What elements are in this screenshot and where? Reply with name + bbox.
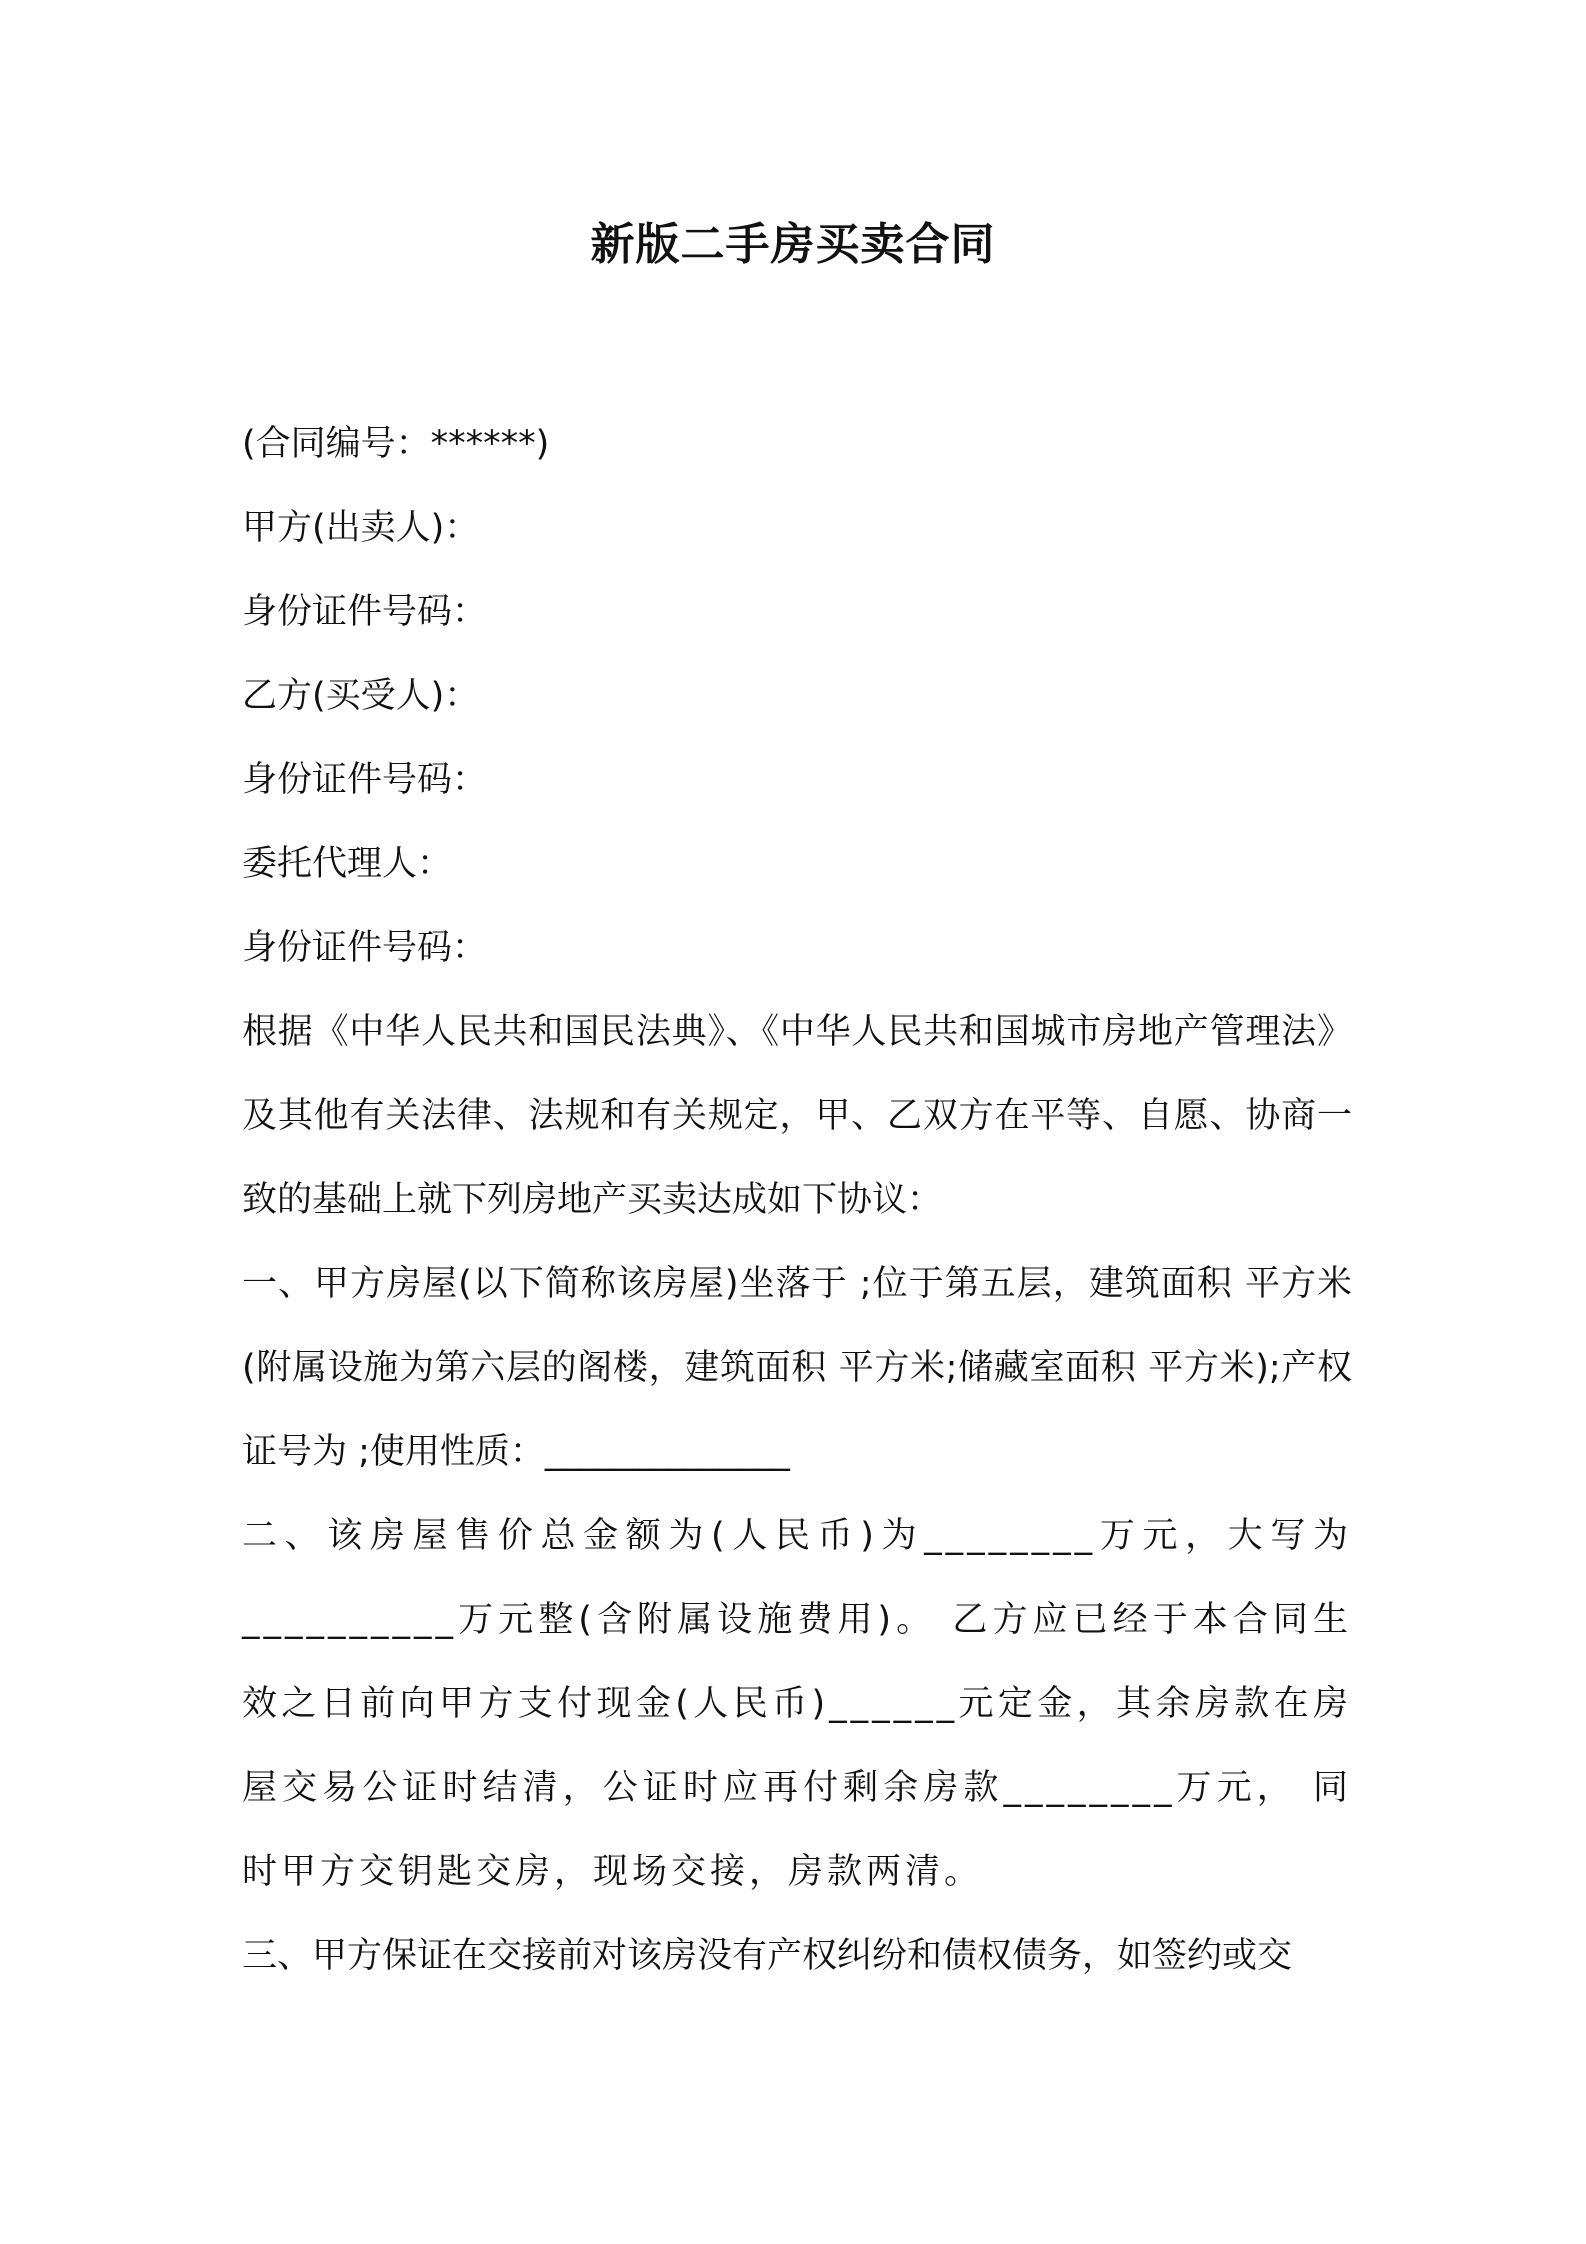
clause-1-paragraph: 一、甲方房屋(以下简称该房屋)坐落于 ;位于第五层，建筑面积 平方米(附属设施为第六层的阁楼，建筑面积 平方米;储藏室面积 平方米);产权证号为 ;使用性质：______________	[242, 1264, 1352, 1472]
agent-label: 委托代理人：	[242, 844, 453, 884]
preamble-paragraph: 根据《中华人民共和国民法典》、《中华人民共和国城市房地产管理法》及其他有关法律、法规和有关规定，甲、乙双方在平等、自愿、协商一致的基础上就下列房地产买卖达成如下协议：	[242, 1012, 1352, 1220]
document-title: 新版二手房买卖合同	[590, 219, 996, 270]
document-body	[242, 402, 1352, 1998]
party-b-id-label: 身份证件号码：	[242, 760, 488, 800]
agent-id-label: 身份证件号码：	[242, 928, 488, 968]
party-a-label: 甲方(出卖人)：	[242, 508, 480, 548]
party-a-id-label: 身份证件号码：	[242, 592, 488, 632]
clause-2-paragraph: 二、该房屋售价总金额为(人民币)为________万元，大写为__________万元整(含附属设施费用)。 乙方应已经于本合同生效之日前向甲方支付现金(人民币)______元定金，其余房款在房屋交易公证时结清，公证时应再付剩余房款________万元， 同时甲方交钥匙交房，现场交接，房款两清。	[242, 1516, 1352, 1892]
contract-number: (合同编号：******)	[242, 424, 550, 464]
party-b-label: 乙方(买受人)：	[242, 676, 480, 716]
clause-3-paragraph: 三、甲方保证在交接前对该房没有产权纠纷和债权债务，如签约或交	[242, 1936, 1293, 1976]
